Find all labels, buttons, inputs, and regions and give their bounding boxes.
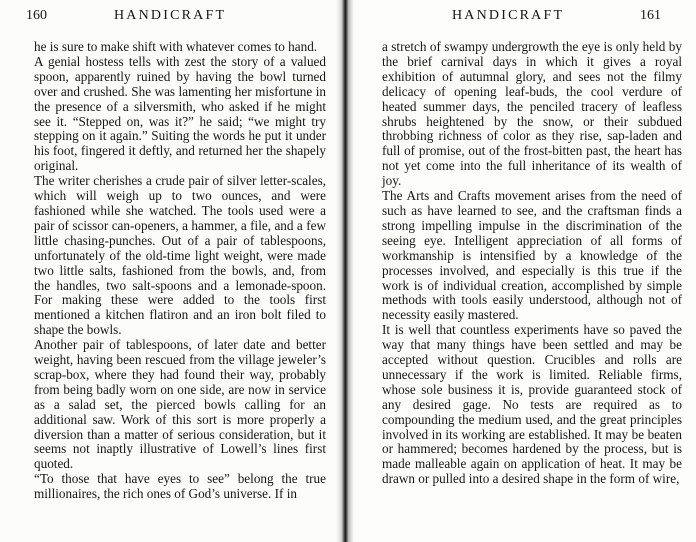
running-head: HANDICRAFT [452,8,565,23]
right-page [348,0,696,542]
paragraph: The Arts and Crafts movement arises from the need of such as have learned to see, and the craftsman finds a strong impelling impulse in the discrimination of the seeing eye. Intelligent appreciation of all forms of workmanship is intensified by a knowledge of the processes involved, and especially is this true if the work is of individual creation, accomplished by simple methods with tools easily understood, although not of necessity easily mastered. [382,188,682,323]
paragraph: “To those that have eyes to see” belong the true millionaires, the rich ones of God’s universe. If in [34,471,326,502]
paragraph: A genial hostess tells with zest the story of a valued spoon, apparently ruined by having the bowl turned over and crushed. She was lamenting her misfortune in the presence of a silversmith, who asked if he might see it. “Stepped on, was it?” he said; “we might try stepping on it again.” Suiting the words he put it under his foot, fingered it deftly, and returned her the shapely original. [34,53,326,174]
book-gutter [336,0,354,542]
paragraph: Another pair of tablespoons, of later date and better weight, having been rescued from the village jeweler’s scrap-box, where they had found their way, probably from being badly worn on one side, are now in service as a salad set, the pierced bowls calling for an additional saw. Work of this sort is more properly a diversion than a matter of serious consideration, but it seems not inaptly illustrative of Lowell’s lines first quoted. [34,337,326,472]
paragraph: a stretch of swampy undergrowth the eye is only held by the brief carnival days in which it gives a royal exhibition of autumnal glory, and sees not the filmy delicacy of opening leaf-buds, the cool verdure of heated summer days, the penciled tracery of leafless shrubs heightened by the snow, or their subdued throbbing richness of color as they rise, sap-laden and full of promise, out of the frost-bitten past, the heart has not yet come into the full inheritance of its wealth of joy. [382,39,682,189]
page-text [382,40,682,487]
page-text [34,40,326,502]
left-page [0,0,340,542]
page-number: 160 [26,8,47,23]
paragraph: The writer cherishes a crude pair of silver letter-scales, which will weigh up to two ounces, and were fashioned while she watched. The tools used were a pair of scissor can-openers, a hammer, a file, and a few little chasing-punches. Out of a pair of tablespoons, unfortunately of the old-time light weight, were made two little salts, fashioned from the bowls, and, from the handles, two salt-spoons and a lemonade-spoon. For making these were added to the tools first mentioned a kitchen flatiron and an iron bolt filed to shape the bowls. [34,173,326,338]
running-head: HANDICRAFT [114,8,227,23]
paragraph: It is well that countless experiments have so paved the way that many things have been settled and may be accepted without question. Crucibles and rolls are unnecessary if the work is limited. Reliable firms, whose sole business it is, provide guaranteed stock of any desired gage. No tests are required as to compounding the medium used, and the great principles involved in its working are established. It may be beaten or hammered; becomes hardened by the process, but is made malleable again on application of heat. It may be drawn or pulled into a desired shape in the form of wire, [382,322,682,487]
page-number: 161 [640,8,661,23]
paragraph: he is sure to make shift with whatever comes to hand. [34,39,318,54]
